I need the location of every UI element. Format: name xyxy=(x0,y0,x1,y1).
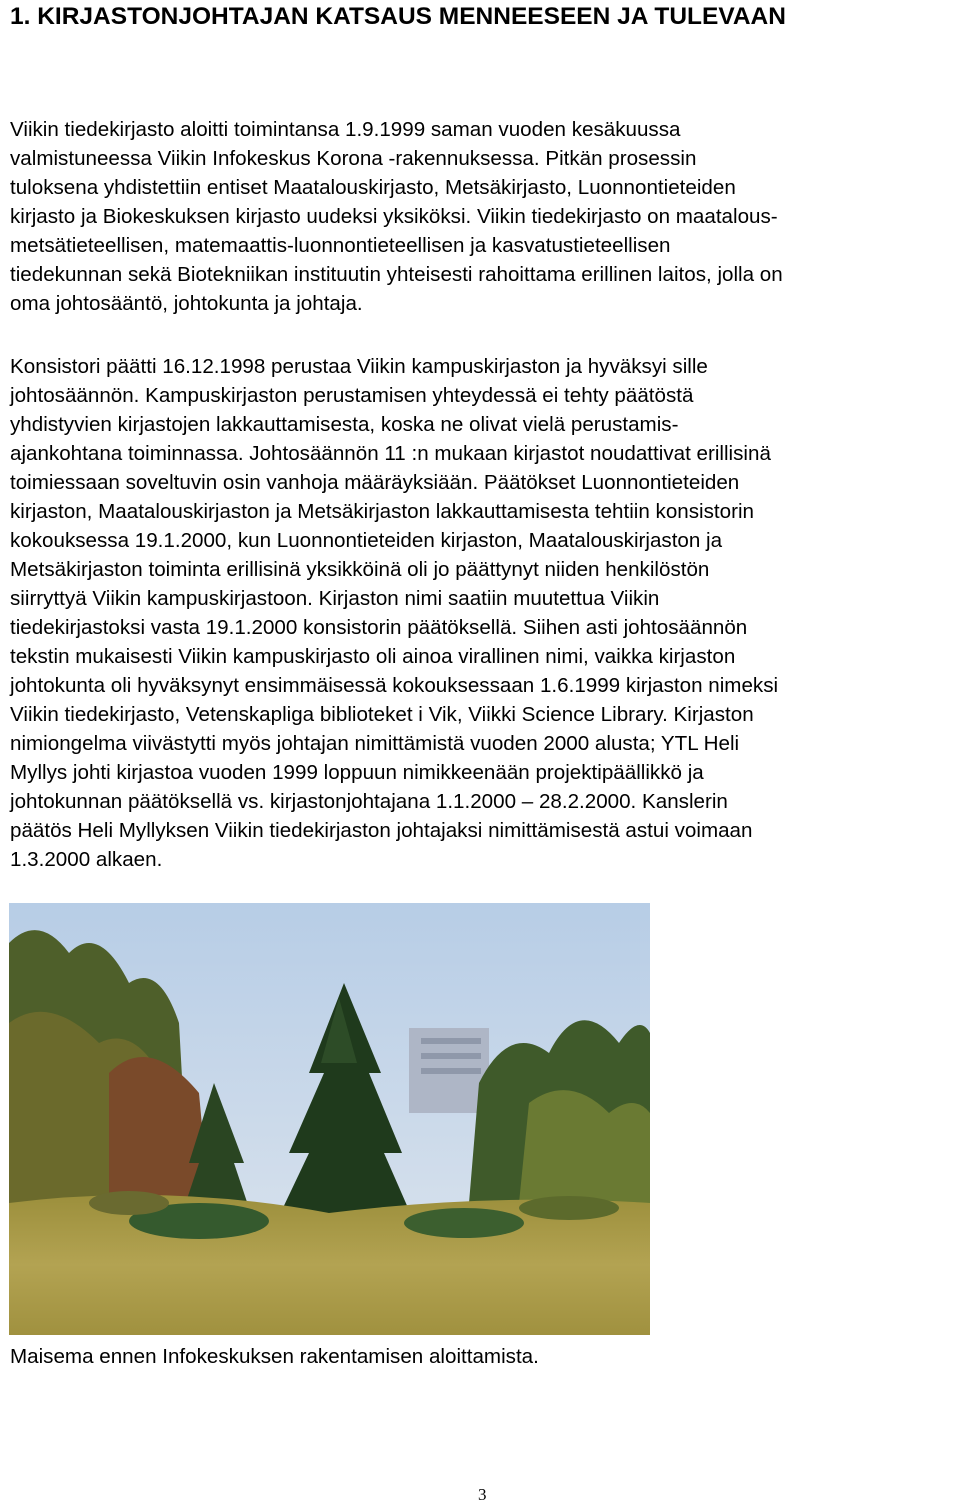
text-line: Konsistori päätti 16.12.1998 perustaa Viikin kampuskirjaston ja hyväksyi sille xyxy=(10,355,708,378)
landscape-photo xyxy=(9,903,650,1335)
text-line: tiedekirjastoksi vasta 19.1.2000 konsistorin päätöksellä. Siihen asti johtosäännön xyxy=(10,616,748,639)
text-line: ajankohtana toiminnassa. Johtosäännön 11 :n mukaan kirjastot noudattivat erillisinä xyxy=(10,442,771,465)
text-line: metsätieteellisen, matemaattis-luonnontieteellisen ja kasvatustieteellisen xyxy=(10,234,671,257)
text-line: kokouksessa 19.1.2000, kun Luonnontieteiden kirjaston, Maatalouskirjaston ja xyxy=(10,529,723,552)
text-line: Viikin tiedekirjasto aloitti toimintansa 1.9.1999 saman vuoden kesäkuussa xyxy=(10,118,681,141)
text-line: toimiessaan soveltuvin osin vanhoja määräyksiään. Päätökset Luonnontieteiden xyxy=(10,471,740,494)
text-line: valmistuneessa Viikin Infokeskus Korona -rakennuksessa. Pitkän prosessin xyxy=(10,147,697,170)
photo-caption: Maisema ennen Infokeskuksen rakentamisen aloittamista. xyxy=(10,1345,539,1368)
text-line: Viikin tiedekirjasto, Vetenskapliga biblioteket i Vik, Viikki Science Library. Kirjaston xyxy=(10,703,754,726)
text-line: kirjasto ja Biokeskuksen kirjasto uudeksi yksiköksi. Viikin tiedekirjasto on maatalous- xyxy=(10,205,778,228)
text-line: päätös Heli Myllyksen Viikin tiedekirjaston johtajaksi nimittämisestä astui voimaan xyxy=(10,819,753,842)
text-line: 1.3.2000 alkaen. xyxy=(10,848,163,871)
text-line: kirjaston, Maatalouskirjaston ja Metsäkirjaston lakkauttamisesta tehtiin konsistorin xyxy=(10,500,754,523)
text-line: johtosäännön. Kampuskirjaston perustamisen yhteydessä ei tehty päätöstä xyxy=(10,384,694,407)
paragraph-intro xyxy=(10,115,960,318)
text-line: johtokunta oli hyväksynyt ensimmäisessä kokouksessaan 1.6.1999 kirjaston nimeksi xyxy=(10,674,779,697)
page-number: 3 xyxy=(478,1485,487,1504)
text-line: nimiongelma viivästytti myös johtajan nimittämistä vuoden 2000 alusta; YTL Heli xyxy=(10,732,740,755)
text-line: tiedekunnan sekä Biotekniikan instituutin yhteisesti rahoittama erillinen laitos, jolla on xyxy=(10,263,783,286)
paragraph-history xyxy=(10,352,960,874)
text-line: johtokunnan päätöksellä vs. kirjastonjohtajana 1.1.2000 – 28.2.2000. Kanslerin xyxy=(10,790,728,813)
text-line: siirryttyä Viikin kampuskirjastoon. Kirjaston nimi saatiin muutettua Viikin xyxy=(10,587,660,610)
text-line: Metsäkirjaston toiminta erillisinä yksikköinä oli jo päättynyt niiden henkilöstön xyxy=(10,558,710,581)
section-heading: 1. KIRJASTONJOHTAJAN KATSAUS MENNEESEEN JA TULEVAAN xyxy=(10,3,786,30)
text-line: yhdistyvien kirjastojen lakkauttamisesta, koska ne olivat vielä perustamis- xyxy=(10,413,679,436)
text-line: Myllys johti kirjastoa vuoden 1999 loppuun nimikkeenään projektipäällikkö ja xyxy=(10,761,704,784)
text-line: tuloksena yhdistettiin entiset Maatalouskirjasto, Metsäkirjasto, Luonnontieteiden xyxy=(10,176,736,199)
text-line: tekstin mukaisesti Viikin kampuskirjasto oli ainoa virallinen nimi, vaikka kirjaston xyxy=(10,645,736,668)
text-line: oma johtosääntö, johtokunta ja johtaja. xyxy=(10,292,363,315)
